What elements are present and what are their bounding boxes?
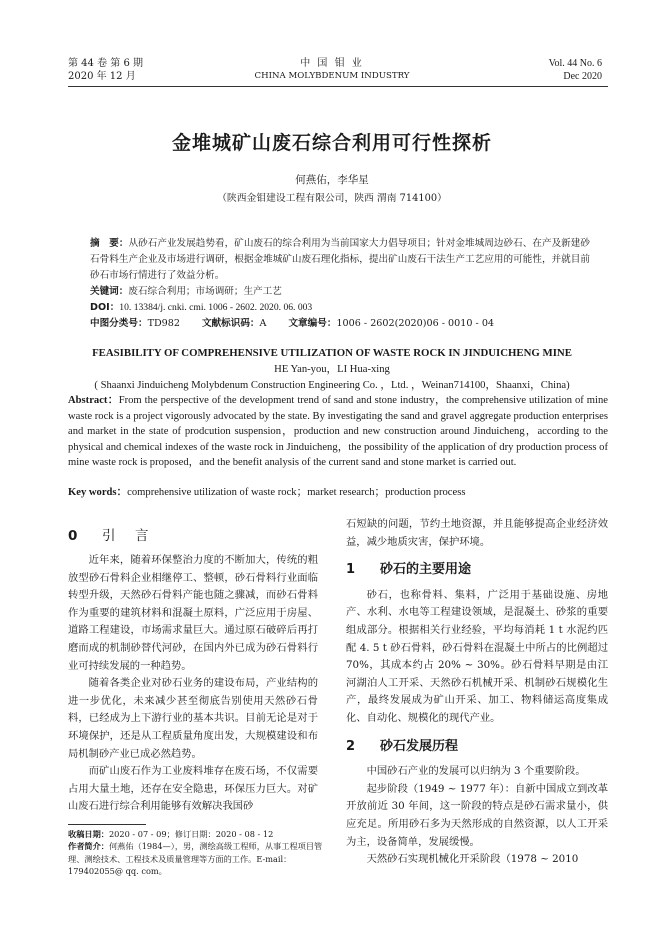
abstract-cn-text: 从砂石产业发展趋势看，矿山废石的综合利用为当前国家大力倡导项目；针对金堆城周边砂石、在产及新建砂石骨料生产企业及市场进行调研，根据金堆城矿山废石理化指标，提出矿山废石干法生产工艺应用的可能性，并就目前砂石市场行情进行了效益分析。 [90, 238, 591, 281]
article-number-value: 1006 - 2602(2020)06 - 0010 - 04 [336, 318, 495, 329]
left-column-body [68, 552, 318, 816]
journal-volume-en [549, 57, 602, 83]
publication-date-en: Dec 2020 [563, 71, 602, 82]
intro-paragraph-1: 近年来，随着环保整治力度的不断加大，传统的粗放型砂石骨料企业相继停工、整顿，砂石骨料行业面临转型升级，天然砂石骨料产能也随之骤减，而砂石骨料作为重要的建筑材料和混凝土原料，广泛应用于房屋、道路工程建设，市场需求量巨大。通过原石破碎后再打磨而成的机制砂替代河砂，在国内外已成为砂石骨料行业可持续发展的一种趋势。 [68, 554, 318, 672]
english-title: FEASIBILITY OF COMPREHENSIVE UTILIZATION OF WASTE ROCK IN JINDUICHENG MINE [92, 347, 572, 359]
section-2-paragraph-3: 天然砂石实现机械化开采阶段（1978 ~ 2010 [366, 853, 579, 866]
clc-label: 中图分类号： [90, 318, 148, 329]
doc-code-label: 文献标识码： [201, 318, 260, 329]
footnote-rule [68, 824, 146, 825]
author-bio [68, 840, 326, 877]
keywords-cn [90, 284, 590, 300]
section-2-paragraph-2: 起步阶段（1949 ~ 1977 年）：自新中国成立到改革开放前近 30 年间，这一阶段的特点是砂石需求量小，供应充足。所用砂石多为天然形成的自然资源，以人工开采为主，设备简单，发展缓慢。 [346, 782, 608, 848]
section-1-title: 砂石的主要用途 [380, 562, 472, 578]
intro-paragraph-3-cont: 石短缺的问题，节约土地资源，并且能够提高企业经济效益，减少地质灾害，保护环境。 [346, 518, 608, 548]
keywords-en-label: Key words： [68, 487, 128, 498]
classification [90, 316, 590, 332]
doi [90, 300, 590, 316]
author-bio-text: 何燕佑（1984—），男，测绘高级工程师，从事工程项目管理、测绘技术、工程技术及质量管理等方面的工作。E-mail：179402055@ qq. com。 [68, 841, 323, 876]
english-authors: HE Yan-you，LI Hua-xing [274, 364, 390, 375]
journal-name-cn: 中 国 钼 业 [300, 58, 364, 69]
right-column-body [346, 516, 608, 869]
section-1-heading [346, 561, 608, 579]
keywords-en [68, 485, 608, 501]
keywords-en-text: comprehensive utilization of waste rock；market research；production process [127, 487, 466, 498]
section-0-title: 引 言 [102, 528, 152, 544]
section-2-heading [346, 738, 608, 756]
doi-label: DOI： [90, 302, 120, 313]
abstract-cn-label: 摘 要： [90, 238, 129, 249]
journal-name-en: CHINA MOLYBDENUM INDUSTRY [254, 71, 410, 81]
volume-issue: 第 44 卷 第 6 期 [68, 58, 143, 69]
section-1-paragraph: 砂石，也称骨料、集料，广泛用于基础设施、房地产、水利、水电等工程建设领域，是混凝土、砂浆的重要组成部分。根据相关行业经验，平均每消耗 1 t 水泥约匹配 4. 5 t 砂石骨料，砂石骨料在混凝土中所占的比例超过 70%，其成本约占 20% ~ 30%。砂石骨料早期是由江河湖泊人工开采、天然砂石机械开采、机制砂石规模化生产，最终发展成为矿山开采、加工、物料储运高度集成化、自动化、规模化的现代产业。 [346, 588, 608, 724]
section-2-title: 砂石发展历程 [380, 738, 459, 754]
abstract-en-label: Abstract： [68, 395, 119, 406]
english-affiliation: ( Shaanxi Jinduicheng Molybdenum Construction Engineering Co. ，Ltd. ，Weinan714100，Shaanxi，China) [94, 380, 570, 391]
footnote [68, 828, 326, 877]
section-0-number: 0 [68, 528, 78, 544]
keywords-cn-text: 废石综合利用；市场调研；生产工艺 [128, 286, 282, 297]
dates-label: 收稿日期： [68, 829, 109, 839]
article-number-label: 文章编号： [288, 318, 337, 329]
dates-text: 2020 - 07 - 09；修订日期：2020 - 08 - 12 [108, 829, 274, 839]
paper-title: 金堆城矿山废石综合利用可行性探析 [171, 132, 492, 154]
volume-issue-en: Vol. 44 No. 6 [548, 58, 602, 69]
section-2-number: 2 [346, 738, 356, 754]
abstract-cn [90, 236, 590, 284]
doc-code-value: A [259, 318, 267, 329]
intro-paragraph-3: 而矿山废石作为工业废料堆存在废石场，不仅需要占用大量土地，还存在安全隐患，环保压力巨大。对矿山废石进行综合利用能够有效解决我国砂 [68, 765, 318, 813]
clc-value: TD982 [147, 318, 180, 329]
doi-text: 10. 13384/j. cnki. cmi. 1006 - 2602. 2020. 06. 003 [119, 302, 313, 313]
section-1-number: 1 [346, 562, 356, 578]
section-0-heading [68, 524, 152, 544]
section-2-paragraph-1: 中国砂石产业的发展可以归纳为 3 个重要阶段。 [366, 765, 586, 778]
abstract-en-text: From the perspective of the development trend of sand and stone industry，the comprehensive utilization of mine waste rock is a project vigorously advocated by the state. By investigating the sand and gravel aggregate production enterprises and market in the state of prodcution suspension，production and new construction around Jinduicheng，according to the physical and chemical indexes of the waste rock in Jinduicheng，the possibility of the application of dry production process of mine waste rock is proposed，and the benefit analysis of the current sand and stone market is carried out. [68, 395, 608, 469]
authors: 何燕佑，李华星 [295, 174, 369, 186]
abstract-en [68, 393, 608, 471]
affiliation: （陕西金钼建设工程有限公司，陕西 渭南 714100） [217, 193, 447, 204]
intro-paragraph-2: 随着各类企业对砂石业务的建设布局，产业结构的进一步优化，未来减少甚至彻底告别使用天然砂石骨料，已经成为上下游行业的基本共识。目前无论是对于环境保护，还是从工程质量角度出发，大规模建设和布局机制砂产业已成必然趋势。 [68, 677, 318, 760]
keywords-cn-label: 关键词： [90, 286, 129, 297]
header-rule [68, 86, 608, 87]
received-dates [68, 828, 326, 840]
author-bio-label: 作者简介： [68, 841, 109, 852]
publication-date: 2020 年 12 月 [68, 71, 136, 82]
